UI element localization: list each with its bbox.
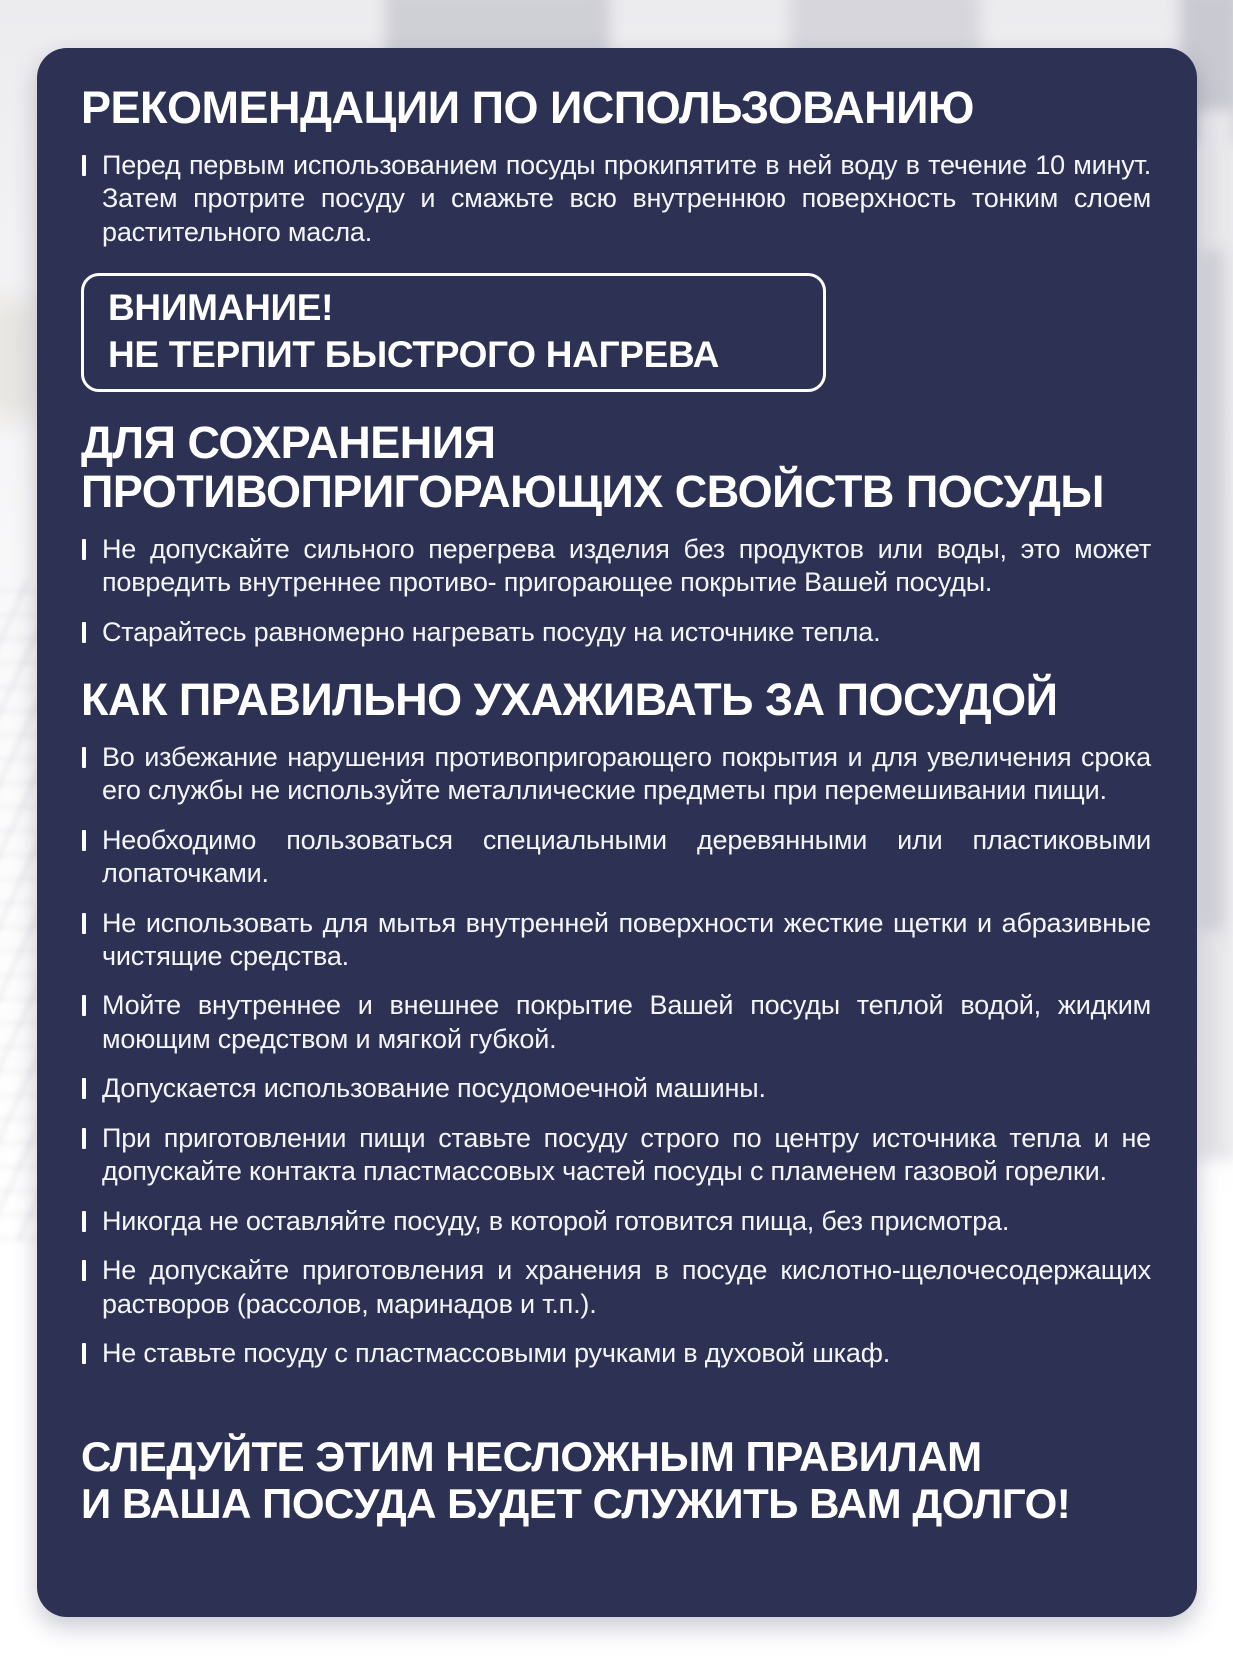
list-item-text: Перед первым использованием посуды прокипятите в ней воду в течение 10 минут. Затем протрите посуду и смажьте всю внутреннюю поверхность тонким слоем растительного масла. [102,149,1151,247]
bullet-bar-icon [82,155,86,176]
care-instructions-card [37,48,1197,1617]
preserve-list [81,533,1151,649]
bullet-bar-icon [82,1078,86,1099]
list-item-text: Допускается использование посудомоечной машины. [102,1073,766,1104]
list-item-text: Никогда не оставляйте посуду, в которой готовится пища, без присмотра. [102,1205,1010,1236]
footer-line-1: СЛЕДУЙТЕ ЭТИМ НЕСЛОЖНЫМ ПРАВИЛАМ [81,1432,982,1480]
list-item-text: Не использовать для мытья внутренней поверхности жесткие щетки и абразивные чистящие средства. [102,907,1151,971]
list-item [81,907,1151,974]
bullet-bar-icon [82,539,86,560]
warning-box [81,273,826,392]
preserve-title-line-1: ДЛЯ СОХРАНЕНИЯ [81,416,496,468]
usage-list [81,149,1151,249]
usage-section-title: РЕКОМЕНДАЦИИ ПО ИСПОЛЬЗОВАНИЮ [81,82,974,133]
bullet-bar-icon [82,913,86,934]
list-item [81,1205,1151,1238]
warning-line-2: НЕ ТЕРПИТ БЫСТРОГО НАГРЕВА [108,334,720,376]
bullet-bar-icon [82,995,86,1016]
list-item [81,824,1151,891]
list-item [81,989,1151,1056]
preserve-section-title [81,418,1151,517]
bullet-bar-icon [82,622,86,643]
list-item-text: Не допускайте сильного перегрева изделия без продуктов или воды, это может повредить внутреннее противо- пригорающее покрытие Вашей посуды. [102,533,1151,598]
list-item-text: При приготовлении пищи ставьте посуду строго по центру источника тепла и не допускайте контакта пластмассовых частей посуды с пламенем газовой горелки. [102,1122,1151,1187]
bullet-bar-icon [82,1128,86,1149]
bullet-bar-icon [82,1211,86,1232]
list-item-text: Мойте внутреннее и внешнее покрытие Вашей посуды теплой водой, жидким моющим средством и мягкой губкой. [102,990,1151,1054]
list-item [81,1254,1151,1321]
list-item [81,533,1151,600]
list-item-text: Не допускайте приготовления и хранения в посуде кислотно-щелочесодержащих растворов (рассолов, маринадов и т.п.). [102,1255,1151,1319]
footer-line-2: И ВАША ПОСУДА БУДЕТ СЛУЖИТЬ ВАМ ДОЛГО! [81,1479,1071,1527]
warning-line-1: ВНИМАНИЕ! [108,287,334,328]
footer-slogan [81,1433,1151,1527]
care-section-title: КАК ПРАВИЛЬНО УХАЖИВАТЬ ЗА ПОСУДОЙ [81,674,1058,726]
list-item [81,1122,1151,1189]
list-item-text: Во избежание нарушения противопригорающего покрытия и для увеличения срока его службы не используйте металлические предметы при перемешивании пищи. [102,741,1151,806]
bullet-bar-icon [82,747,86,768]
list-item-text: Необходимо пользоваться специальными деревянными или пластиковыми лопаточками. [102,824,1151,889]
list-item-text: Не ставьте посуду с пластмассовыми ручками в духовой шкаф. [102,1338,891,1369]
bullet-bar-icon [82,1260,86,1281]
bullet-bar-icon [82,830,86,851]
care-list [81,741,1151,1371]
blurred-door-panel [1202,250,1224,930]
list-item [81,1072,1151,1105]
preserve-title-line-2: ПРОТИВОПРИГОРАЮЩИХ СВОЙСТВ ПОСУДЫ [81,466,1104,518]
list-item [81,149,1151,249]
list-item [81,616,1151,649]
bullet-bar-icon [82,1343,86,1364]
blurred-countertop [0,300,40,420]
list-item [81,1337,1151,1370]
list-item [81,741,1151,808]
list-item-text: Старайтесь равномерно нагревать посуду на источнике тепла. [102,616,881,647]
